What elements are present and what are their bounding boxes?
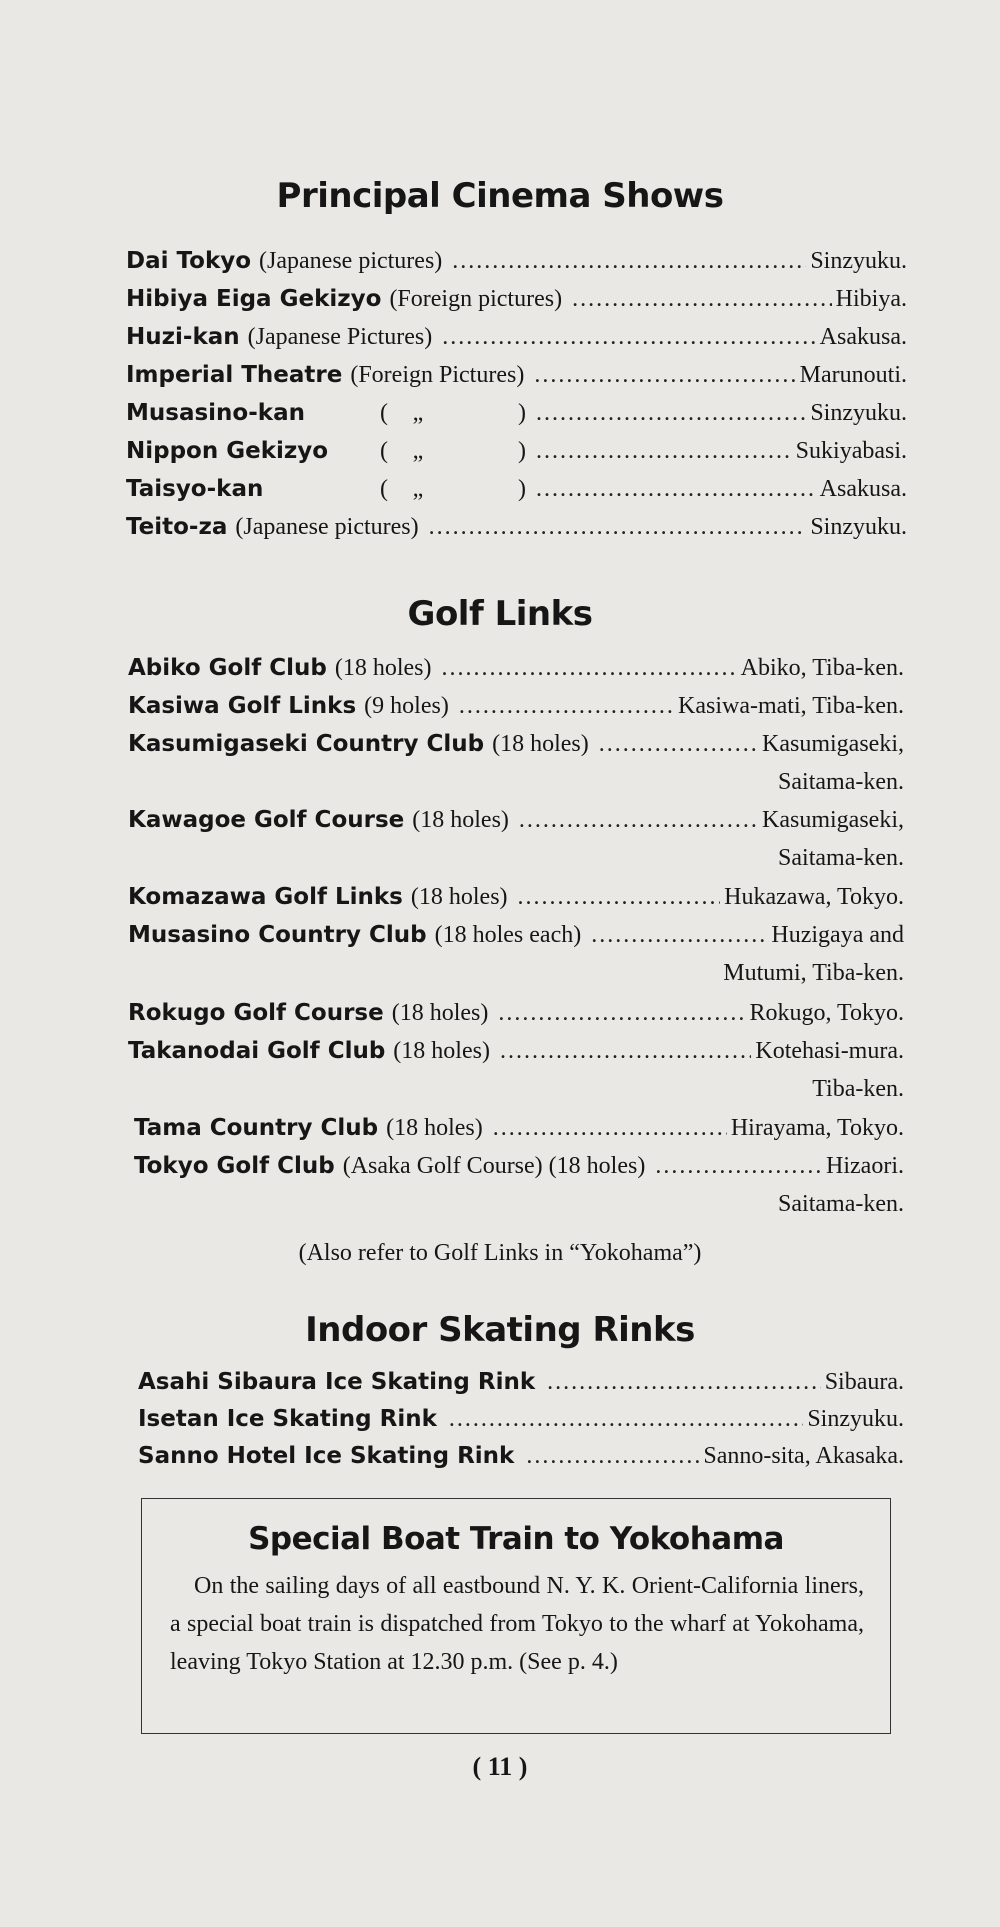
leader-dots — [442, 324, 815, 351]
leader-dots — [526, 1443, 699, 1470]
page-number: ( 11 ) — [472, 1752, 528, 1781]
boat-train-text: On the sailing days of all eastbound N. Y. K. Orient-California liners, a special boat train is dispatched from Tokyo to the wharf at Yokohama, leaving Tokyo Station at 12.30 p.m. (See p. 4.) — [170, 1573, 864, 1675]
leader-dots — [591, 922, 767, 949]
leader-dots — [572, 286, 832, 313]
leader-dots — [547, 1369, 821, 1396]
leader-dots — [493, 1115, 727, 1142]
golf-row-continuation: Saitama-ken. — [778, 845, 904, 871]
golf-note: (Also refer to Golf Links in “Yokohama”) — [298, 1240, 702, 1266]
golf-row: Kasiwa Golf Links (9 holes) ..... Kasiwa-mati, Tiba-ken. — [128, 693, 904, 720]
golf-row: Kasumigaseki Country Club (18 holes) ..... Kasumigaseki, — [128, 731, 904, 758]
golf-row: Musasino Country Club (18 holes each) ..... Huzigaya and — [128, 922, 904, 949]
leader-dots — [655, 1153, 822, 1180]
golf-row: Rokugo Golf Course (18 holes) ..... Rokugo, Tokyo. — [128, 1000, 904, 1027]
skating-row: Sanno Hotel Ice Skating Rink ..... Sanno-sita, Akasaka. — [138, 1443, 904, 1470]
boat-train-box — [141, 1498, 891, 1734]
leader-dots — [449, 1406, 803, 1433]
golf-row-continuation: Mutumi, Tiba-ken. — [723, 960, 904, 986]
leader-dots — [599, 731, 758, 758]
skating-row: Isetan Ice Skating Rink ..... Sinzyuku. — [138, 1406, 904, 1433]
skating-row: Asahi Sibaura Ice Skating Rink ..... Sibaura. — [138, 1369, 904, 1396]
leader-dots — [519, 807, 758, 834]
golf-row: Komazawa Golf Links (18 holes) ..... Hukazawa, Tokyo. — [128, 884, 904, 911]
golf-row: Tokyo Golf Club (Asaka Golf Course) (18 holes) ..... Hizaori. — [134, 1153, 904, 1180]
leader-dots — [536, 476, 816, 503]
leader-dots — [500, 1038, 751, 1065]
golf-row: Kawagoe Golf Course (18 holes) ..... Kasumigaseki, — [128, 807, 904, 834]
leader-dots — [429, 514, 807, 541]
leader-dots — [452, 248, 806, 275]
leader-dots — [536, 400, 806, 427]
leader-dots — [459, 693, 674, 720]
leader-dots — [498, 1000, 745, 1027]
cinema-row: Huzi-kan (Japanese Pictures) ..... Asakusa. — [126, 324, 907, 351]
cinema-row: Taisyo-kan ( „ ) ..... Asakusa. — [126, 476, 907, 503]
leader-dots — [441, 655, 736, 682]
cinema-row: Teito-za (Japanese pictures) ..... Sinzyuku. — [126, 514, 907, 541]
golf-row-continuation: Saitama-ken. — [778, 1191, 904, 1217]
leader-dots — [536, 438, 792, 465]
cinema-row: Nippon Gekizyo ( „ ) ..... Sukiyabasi. — [126, 438, 907, 465]
golf-row: Takanodai Golf Club (18 holes) ..... Kotehasi-mura. — [128, 1038, 904, 1065]
golf-heading: Golf Links — [407, 594, 593, 634]
cinema-row: Dai Tokyo (Japanese pictures) ..... Sinzyuku. — [126, 248, 907, 275]
golf-row-continuation: Tiba-ken. — [812, 1076, 904, 1102]
golf-row: Abiko Golf Club (18 holes) ..... Abiko, Tiba-ken. — [128, 655, 904, 682]
leader-dots — [518, 884, 721, 911]
golf-row-continuation: Saitama-ken. — [778, 769, 904, 795]
leader-dots — [534, 362, 795, 389]
cinema-heading: Principal Cinema Shows — [276, 176, 724, 216]
golf-row: Tama Country Club (18 holes) ..... Hirayama, Tokyo. — [134, 1115, 904, 1142]
cinema-row: Hibiya Eiga Gekizyo (Foreign pictures) ..... Hibiya. — [126, 286, 907, 313]
skating-heading: Indoor Skating Rinks — [305, 1310, 695, 1350]
boat-train-heading: Special Boat Train to Yokohama — [248, 1521, 784, 1557]
cinema-row: Musasino-kan ( „ ) ..... Sinzyuku. — [126, 400, 907, 427]
cinema-row: Imperial Theatre (Foreign Pictures) ..... Marunouti. — [126, 362, 907, 389]
